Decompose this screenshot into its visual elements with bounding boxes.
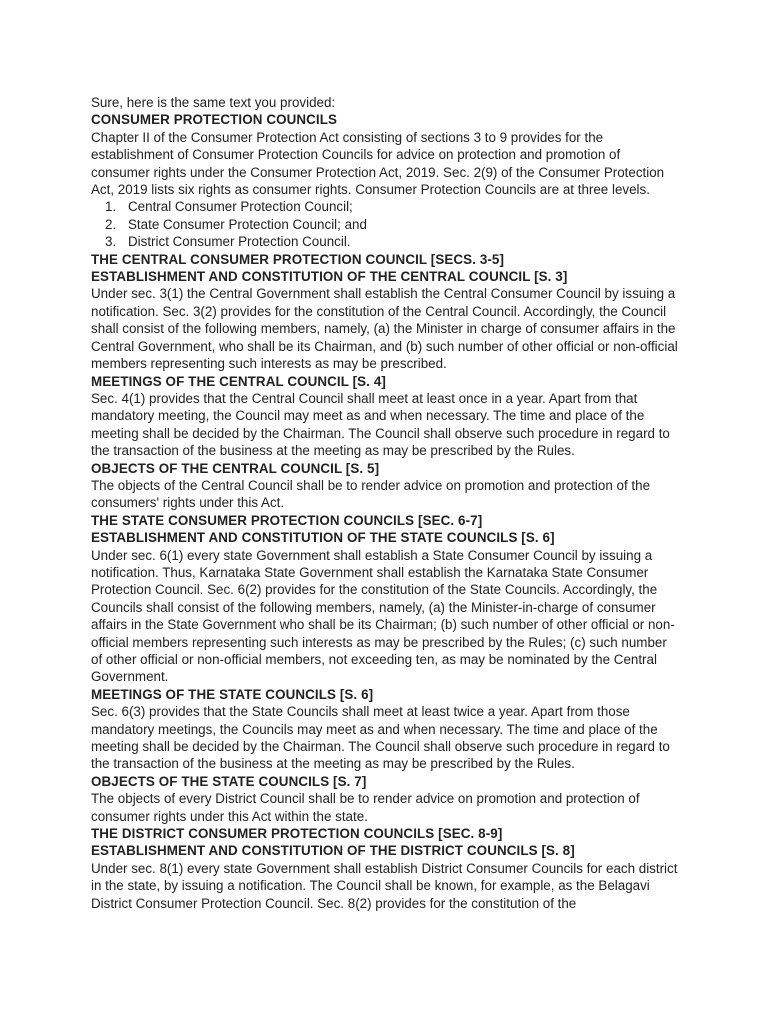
heading-central-council: THE CENTRAL CONSUMER PROTECTION COUNCIL [SECS. 3-5] <box>91 251 505 267</box>
list-item <box>91 233 681 250</box>
heading-state-establishment: ESTABLISHMENT AND CONSTITUTION OF THE STATE COUNCILS [S. 6] <box>91 530 555 546</box>
heading-district-councils: THE DISTRICT CONSUMER PROTECTION COUNCILS [SEC. 8-9] <box>91 826 503 842</box>
paragraph-state-objects: The objects of every District Council shall be to render advice on promotion and protection of consumer rights under this Act within the state. <box>91 791 640 824</box>
list-item-text: State Consumer Protection Council; and <box>128 216 367 232</box>
intro-line: Sure, here is the same text you provided: <box>91 95 336 110</box>
heading-district-establishment: ESTABLISHMENT AND CONSTITUTION OF THE DISTRICT COUNCILS [S. 8] <box>91 843 575 859</box>
paragraph-state-meetings: Sec. 6(3) provides that the State Councils shall meet at least twice a year. Apart from those mandatory meetings, the Councils may meet as and when necessary. The time and place of the meeting shall be decided by the Chairman. The Council shall observe such procedure in regard to the transaction of the business at the meeting as may be prescribed by the Rules. <box>91 704 670 772</box>
heading-central-meetings: MEETINGS OF THE CENTRAL COUNCIL [S. 4] <box>91 373 386 389</box>
list-number: 2. <box>105 216 117 232</box>
paragraph-central-objects: The objects of the Central Council shall be to render advice on promotion and protection of the consumers' rights under this Act. <box>91 477 651 511</box>
heading-state-councils: THE STATE CONSUMER PROTECTION COUNCILS [SEC. 6-7] <box>91 512 483 528</box>
list-item <box>91 216 681 233</box>
paragraph-state-establishment: Under sec. 6(1) every state Government shall establish a State Consumer Council by issuing a notification. Thus, Karnataka State Government shall establish the Karnataka State Consumer Protection Council. Sec. 6(2) provides for the constitution of the State Councils. Accordingly, the Councils shall consist of the following members, namely, (a) the Minister-in-charge of consumer affairs in the State Government who shall be its Chairman; (b) such number of other official or non-official members representing such interests as may be prescribed by the Rules; (c) such number of other official or non-official members, not exceeding ten, as may be nominated by the Central Government. <box>91 547 675 685</box>
heading-central-objects: OBJECTS OF THE CENTRAL COUNCIL [S. 5] <box>91 460 380 476</box>
list-item-text: Central Consumer Protection Council; <box>128 199 353 215</box>
heading-state-objects: OBJECTS OF THE STATE COUNCILS [S. 7] <box>91 773 367 789</box>
paragraph-district-establishment: Under sec. 8(1) every state Government shall establish District Consumer Councils for each district in the state, by issuing a notification. The Council shall be known, for example, as the Belagavi District Consumer Protection Council. Sec. 8(2) provides for the constitution of the <box>91 860 678 911</box>
heading-state-meetings: MEETINGS OF THE STATE COUNCILS [S. 6] <box>91 686 374 702</box>
heading-consumer-protection-councils: CONSUMER PROTECTION COUNCILS <box>91 112 338 128</box>
list-number: 1. <box>105 199 117 215</box>
document-page <box>91 94 681 912</box>
list-item <box>91 198 681 215</box>
paragraph-chapter-ii: Chapter II of the Consumer Protection Act consisting of sections 3 to 9 provides for the establishment of Consumer Protection Councils for advice on protection and promotion of consumer rights under the Consumer Protection Act, 2019. Sec. 2(9) of the Consumer Protection Act, 2019 lists six rights as consumer rights. Consumer Protection Councils are at three levels. <box>91 129 665 198</box>
council-levels-list <box>91 198 681 250</box>
paragraph-central-meetings: Sec. 4(1) provides that the Central Council shall meet at least once in a year. Apart from that mandatory meeting, the Council may meet as and when necessary. The time and place of the meeting shall be decided by the Chairman. The Council shall observe such procedure in regard to the transaction of the business at the meeting as may be prescribed by the Rules. <box>91 390 670 459</box>
list-item-text: District Consumer Protection Council. <box>128 234 351 250</box>
heading-central-establishment: ESTABLISHMENT AND CONSTITUTION OF THE CENTRAL COUNCIL [S. 3] <box>91 269 568 285</box>
paragraph-central-establishment: Under sec. 3(1) the Central Government shall establish the Central Consumer Council by issuing a notification. Sec. 3(2) provides for the constitution of the Central Council. Accordingly, the Council shall consist of the following members, namely, (a) the Minister in charge of consumer affairs in the Central Government, who shall be its Chairman, and (b) such number of other official or non-official members representing such interests as may be prescribed. <box>91 286 678 372</box>
list-number: 3. <box>105 234 117 250</box>
